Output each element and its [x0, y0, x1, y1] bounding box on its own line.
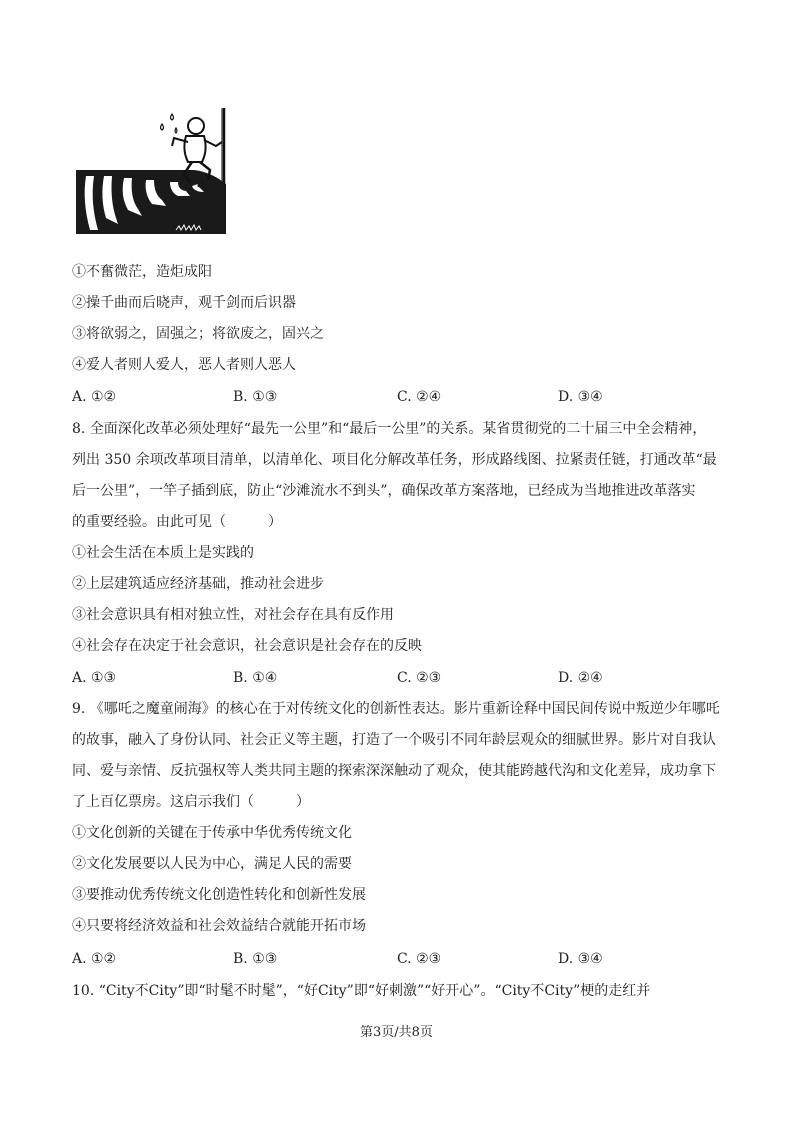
q9-statement-1: ①文化创新的关键在于传承中华优秀传统文化: [72, 825, 352, 841]
q9-statement-4: ④只要将经济效益和社会效益结合就能开拓市场: [72, 918, 366, 934]
q9-option-b: B. ①③: [233, 951, 278, 967]
q8-statement-1: ①社会生活在本质上是实践的: [72, 545, 254, 561]
q9-stem-line-2: 的故事，融入了身份认同、社会正义等主题，打造了一个吸引不同年龄层观众的细腻世界。影片对自我认: [72, 732, 716, 748]
q8-stem-line-1: 8. 全面深化改革必须处理好“最先一公里”和“最后一公里”的关系。某省贯彻党的二十届三中全会精神，: [72, 421, 707, 437]
q7-option-b: B. ①③: [233, 389, 278, 405]
q8-option-a: A. ①③: [72, 670, 117, 686]
q9-option-c: C. ②③: [397, 951, 442, 967]
q8-option-c: C. ②③: [397, 670, 442, 686]
q8-statement-2: ②上层建筑适应经济基础，推动社会进步: [72, 576, 324, 592]
q8-option-d: D. ②④: [558, 670, 603, 686]
q8-statement-3: ③社会意识具有相对独立性，对社会存在具有反作用: [72, 607, 394, 623]
q7-option-a: A. ①②: [72, 389, 117, 405]
q9-statement-3: ③要推动优秀传统文化创造性转化和创新性发展: [72, 887, 366, 903]
q7-option-d: D. ③④: [558, 389, 603, 405]
cartoon-illustration: [76, 106, 228, 234]
q7-statement-4: ④爱人者则人爱人，恶人者则人恶人: [72, 357, 296, 373]
q10-stem-line-1: 10. “City不City”即“时髦不时髦”，“好City”即“好刺激”“好开心”。“City不City”梗的走红并: [72, 983, 651, 999]
q7-option-c: C. ②④: [397, 389, 442, 405]
q8-stem-line-3: 后一公里”，一竿子插到底，防止“沙滩流水不到头”，确保改革方案落地，已经成为当地推进改革落实: [72, 483, 696, 499]
q9-option-d: D. ③④: [558, 951, 603, 967]
q8-stem-line-2: 列出 350 余项改革项目清单，以清单化、项目化分解改革任务，形成路线图、拉紧责任链，打通改革“最: [72, 452, 717, 468]
q9-option-a: A. ①②: [72, 951, 117, 967]
q8-stem-line-4: 的重要经验。由此可见（ ）: [72, 514, 282, 530]
q9-stem-line-1: 9. 《哪吒之魔童闹海》的核心在于对传统文化的创新性表达。影片重新诠释中国民间传说中叛逆少年哪吒: [72, 701, 720, 717]
q7-statement-2: ②操千曲而后晓声，观千剑而后识器: [72, 295, 296, 311]
q7-statement-1: ①不奮微茫，造炬成阳: [72, 264, 212, 280]
q8-statement-4: ④社会存在决定于社会意识，社会意识是社会存在的反映: [72, 638, 422, 654]
page-number: 第3页/共8页: [360, 1025, 433, 1040]
q9-statement-2: ②文化发展要以人民为中心，满足人民的需要: [72, 856, 352, 872]
q7-statement-3: ③将欲弱之，固强之；将欲废之，固兴之: [72, 326, 324, 342]
q8-option-b: B. ①④: [233, 670, 278, 686]
q9-stem-line-4: 了上百亿票房。这启示我们（ ）: [72, 794, 310, 810]
q9-stem-line-3: 同、爱与亲情、反抗强权等人类共同主题的探索深深触动了观众，使其能跨越代沟和文化差异，成功拿下: [72, 763, 716, 779]
